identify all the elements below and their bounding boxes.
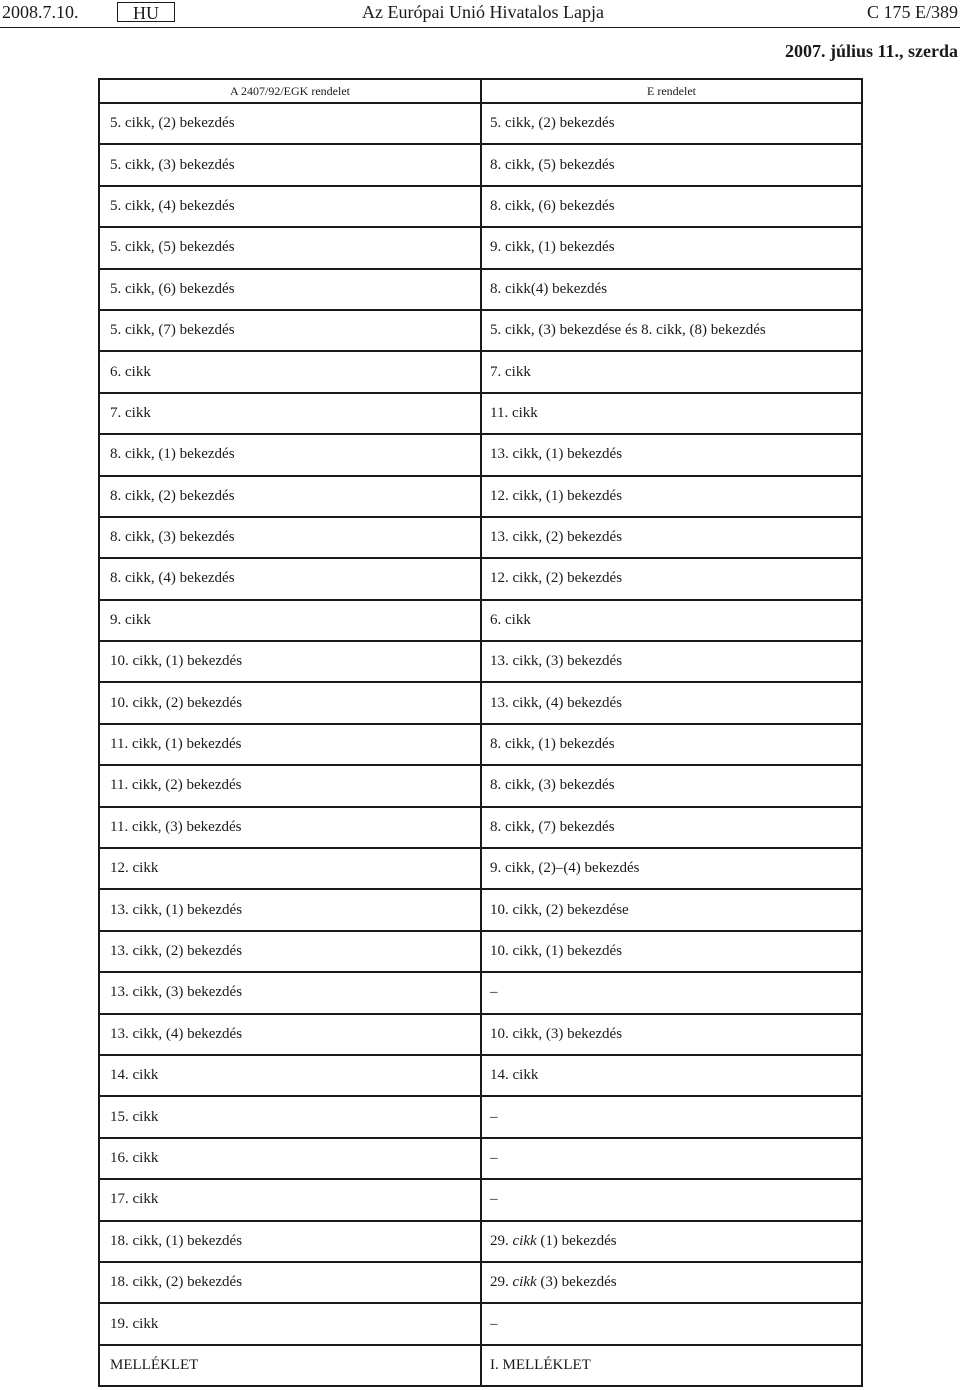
old-regulation-cell: 8. cikk, (1) bekezdés bbox=[99, 434, 481, 475]
new-regulation-cell: – bbox=[481, 1138, 862, 1179]
old-regulation-cell: 8. cikk, (2) bekezdés bbox=[99, 476, 481, 517]
new-regulation-cell: 13. cikk, (3) bekezdés bbox=[481, 641, 862, 682]
old-regulation-cell: 17. cikk bbox=[99, 1179, 481, 1220]
old-regulation-cell: 13. cikk, (1) bekezdés bbox=[99, 889, 481, 930]
italic-article-word: cikk bbox=[512, 1232, 537, 1249]
table-row bbox=[99, 434, 862, 475]
table-row bbox=[99, 310, 862, 351]
old-regulation-cell: 5. cikk, (6) bekezdés bbox=[99, 269, 481, 310]
column-header-new-regulation: E rendelet bbox=[481, 79, 862, 103]
old-regulation-cell: 11. cikk, (3) bekezdés bbox=[99, 807, 481, 848]
table-row bbox=[99, 641, 862, 682]
old-regulation-cell: 5. cikk, (3) bekezdés bbox=[99, 144, 481, 185]
publication-date: 2008.7.10. bbox=[2, 2, 79, 22]
old-regulation-cell: 18. cikk, (1) bekezdés bbox=[99, 1221, 481, 1262]
table-row bbox=[99, 227, 862, 268]
table-row bbox=[99, 1055, 862, 1096]
old-regulation-cell: 8. cikk, (4) bekezdés bbox=[99, 558, 481, 599]
old-regulation-cell: 16. cikk bbox=[99, 1138, 481, 1179]
table-row bbox=[99, 144, 862, 185]
new-regulation-cell: – bbox=[481, 1179, 862, 1220]
old-regulation-cell: 8. cikk, (3) bekezdés bbox=[99, 517, 481, 558]
new-regulation-cell: 5. cikk, (3) bekezdése és 8. cikk, (8) bekezdés bbox=[481, 310, 862, 351]
new-regulation-cell: 29. cikk (1) bekezdés bbox=[481, 1221, 862, 1262]
old-regulation-cell: 18. cikk, (2) bekezdés bbox=[99, 1262, 481, 1303]
table-row bbox=[99, 1262, 862, 1303]
old-regulation-cell: MELLÉKLET bbox=[99, 1345, 481, 1386]
old-regulation-cell: 12. cikk bbox=[99, 848, 481, 889]
new-regulation-cell: 8. cikk, (7) bekezdés bbox=[481, 807, 862, 848]
new-regulation-cell: 9. cikk, (2)–(4) bekezdés bbox=[481, 848, 862, 889]
new-regulation-cell: I. MELLÉKLET bbox=[481, 1345, 862, 1386]
old-regulation-cell: 5. cikk, (2) bekezdés bbox=[99, 103, 481, 144]
table-row bbox=[99, 1096, 862, 1137]
old-regulation-cell: 6. cikk bbox=[99, 351, 481, 392]
old-regulation-cell: 15. cikk bbox=[99, 1096, 481, 1137]
old-regulation-cell: 11. cikk, (1) bekezdés bbox=[99, 724, 481, 765]
new-regulation-cell: 10. cikk, (2) bekezdése bbox=[481, 889, 862, 930]
new-regulation-cell: – bbox=[481, 1096, 862, 1137]
new-regulation-cell: 14. cikk bbox=[481, 1055, 862, 1096]
table-row bbox=[99, 807, 862, 848]
table-row bbox=[99, 765, 862, 806]
old-regulation-cell: 10. cikk, (2) bekezdés bbox=[99, 682, 481, 723]
new-regulation-cell: 5. cikk, (2) bekezdés bbox=[481, 103, 862, 144]
new-regulation-cell: 8. cikk, (1) bekezdés bbox=[481, 724, 862, 765]
table-row bbox=[99, 186, 862, 227]
table-row bbox=[99, 848, 862, 889]
new-regulation-cell: 8. cikk, (5) bekezdés bbox=[481, 144, 862, 185]
table-row bbox=[99, 1014, 862, 1055]
table-body bbox=[99, 103, 862, 1386]
table-row bbox=[99, 1345, 862, 1386]
table-row bbox=[99, 558, 862, 599]
new-regulation-cell: 12. cikk, (2) bekezdés bbox=[481, 558, 862, 599]
old-regulation-cell: 9. cikk bbox=[99, 600, 481, 641]
table-row bbox=[99, 682, 862, 723]
old-regulation-cell: 7. cikk bbox=[99, 393, 481, 434]
old-regulation-cell: 10. cikk, (1) bekezdés bbox=[99, 641, 481, 682]
old-regulation-cell: 13. cikk, (2) bekezdés bbox=[99, 931, 481, 972]
italic-article-word: cikk bbox=[512, 1274, 537, 1291]
new-regulation-cell: 11. cikk bbox=[481, 393, 862, 434]
table-row bbox=[99, 931, 862, 972]
table-row bbox=[99, 103, 862, 144]
new-regulation-cell: 29. cikk (3) bekezdés bbox=[481, 1262, 862, 1303]
table-header-row bbox=[99, 79, 862, 103]
new-regulation-cell: 8. cikk(4) bekezdés bbox=[481, 269, 862, 310]
table-row bbox=[99, 269, 862, 310]
table-row bbox=[99, 393, 862, 434]
correlation-table bbox=[98, 78, 863, 1387]
new-regulation-cell: 13. cikk, (2) bekezdés bbox=[481, 517, 862, 558]
page-header bbox=[0, 0, 960, 26]
column-header-old-regulation: A 2407/92/EGK rendelet bbox=[99, 79, 481, 103]
new-regulation-cell: 12. cikk, (1) bekezdés bbox=[481, 476, 862, 517]
new-regulation-cell: 10. cikk, (3) bekezdés bbox=[481, 1014, 862, 1055]
language-code-box: HU bbox=[117, 2, 175, 22]
new-regulation-cell: 8. cikk, (3) bekezdés bbox=[481, 765, 862, 806]
table-row bbox=[99, 972, 862, 1013]
document-date: 2007. július 11., szerda bbox=[784, 41, 958, 61]
new-regulation-cell: 6. cikk bbox=[481, 600, 862, 641]
table-row bbox=[99, 1138, 862, 1179]
new-regulation-cell: 7. cikk bbox=[481, 351, 862, 392]
table-row bbox=[99, 1221, 862, 1262]
old-regulation-cell: 5. cikk, (7) bekezdés bbox=[99, 310, 481, 351]
table-row bbox=[99, 600, 862, 641]
old-regulation-cell: 5. cikk, (4) bekezdés bbox=[99, 186, 481, 227]
table-row bbox=[99, 1303, 862, 1344]
header-divider bbox=[0, 27, 960, 28]
old-regulation-cell: 5. cikk, (5) bekezdés bbox=[99, 227, 481, 268]
new-regulation-cell: 9. cikk, (1) bekezdés bbox=[481, 227, 862, 268]
table-row bbox=[99, 351, 862, 392]
table-row bbox=[99, 889, 862, 930]
old-regulation-cell: 14. cikk bbox=[99, 1055, 481, 1096]
new-regulation-cell: 13. cikk, (1) bekezdés bbox=[481, 434, 862, 475]
old-regulation-cell: 19. cikk bbox=[99, 1303, 481, 1344]
table-row bbox=[99, 1179, 862, 1220]
table-row bbox=[99, 517, 862, 558]
table-row bbox=[99, 476, 862, 517]
old-regulation-cell: 13. cikk, (4) bekezdés bbox=[99, 1014, 481, 1055]
old-regulation-cell: 11. cikk, (2) bekezdés bbox=[99, 765, 481, 806]
new-regulation-cell: – bbox=[481, 1303, 862, 1344]
table-row bbox=[99, 724, 862, 765]
new-regulation-cell: 8. cikk, (6) bekezdés bbox=[481, 186, 862, 227]
journal-title: Az Európai Unió Hivatalos Lapja bbox=[362, 2, 604, 22]
new-regulation-cell: – bbox=[481, 972, 862, 1013]
new-regulation-cell: 10. cikk, (1) bekezdés bbox=[481, 931, 862, 972]
new-regulation-cell: 13. cikk, (4) bekezdés bbox=[481, 682, 862, 723]
old-regulation-cell: 13. cikk, (3) bekezdés bbox=[99, 972, 481, 1013]
journal-reference: C 175 E/389 bbox=[866, 2, 958, 22]
